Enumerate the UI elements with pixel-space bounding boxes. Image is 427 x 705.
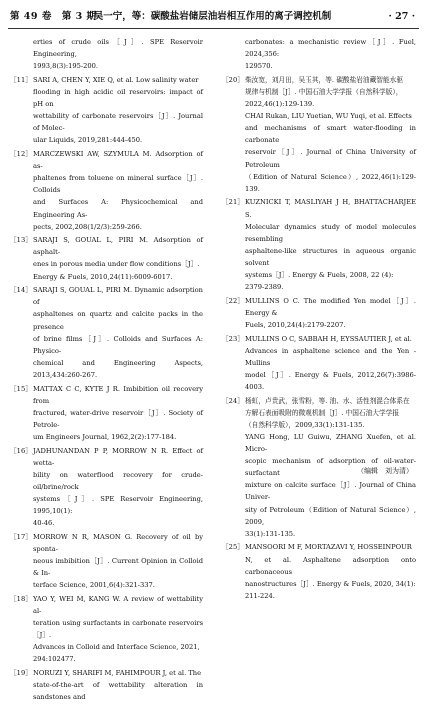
reference-entry (222, 295, 416, 331)
reference-number: ［24］ (222, 396, 244, 405)
reference-text (245, 295, 416, 331)
reference-line: SARAJI S, GOUAL L, PIRI M. Dynamic adsorption of (33, 286, 203, 307)
reference-text (33, 234, 203, 282)
reference-line: teration using surfactants in carbonate reservoirs［J］. (33, 619, 203, 640)
reference-line: MATTAX C C, KYTE J R. Imbibition oil recovery from (33, 384, 203, 405)
reference-line: systems［J］. SPE Reservoir Engineering, 1995,10(1): (33, 495, 203, 516)
reference-line: 211-224. (245, 591, 275, 600)
reference-line: sity of Petroleum（Edition of Natural Science）, 2009, (245, 505, 416, 526)
reference-line: 方解石表面吸附的微观机制［J］. 中国石油大学学报 (245, 408, 400, 417)
reference-line: JADHUNANDAN P P, MORROW N R. Effect of wetta- (33, 446, 203, 467)
page-number: · 27 · (388, 11, 415, 22)
reference-text (33, 531, 203, 591)
running-header (10, 8, 415, 26)
reference-line: mixture on calcite surface［J］. Journal of China Univer- (245, 481, 416, 502)
reference-number: ［13］ (10, 236, 32, 245)
reference-line: ular Liquids, 2019,281:444-450. (33, 136, 143, 145)
reference-line: nanostructures［J］. Energy & Fuels, 2020, 34(1): (245, 579, 416, 588)
reference-line: SARI A, CHEN Y, XIE Q, et al. Low salinity water (33, 75, 199, 84)
reference-text (33, 148, 203, 233)
reference-line: MORROW N R, MASON G. Recovery of oil by sponta- (33, 532, 203, 553)
reference-line: 柴汝宽，刘月田，吴玉其，等. 碳酸盐岩油藏智能水驱 (245, 75, 404, 84)
reference-entry (10, 36, 203, 72)
reference-text (33, 445, 203, 530)
reference-entry (10, 234, 203, 282)
reference-line: scopic mechanism of adsorption of oil-water-surfactant (245, 457, 416, 478)
reference-number: ［18］ (10, 594, 32, 603)
reference-line: asphaltene-like structures in aqueous organic solvent (245, 246, 416, 267)
reference-line: NORUZI Y, SHARIFI M, FAHIMPOUR J, et al. The (33, 669, 202, 678)
reference-entry (222, 74, 416, 195)
reference-line: 2022,46(1):129-139. (245, 100, 315, 109)
reference-line: MARCZEWSKI AW, SZYMULA M. Adsorption of as- (33, 150, 203, 171)
reference-text (245, 541, 416, 601)
running-title: 吴一宁，等：碳酸盐岩储层油岩相互作用的离子调控机制 (93, 11, 332, 22)
reference-line: 129570. (245, 62, 273, 71)
reference-number: ［19］ (10, 669, 32, 678)
reference-entry (10, 284, 203, 381)
reference-line: 33(1):131-135. (245, 529, 296, 538)
reference-text (33, 593, 203, 666)
reference-text (33, 284, 203, 381)
reference-entry (222, 36, 416, 72)
reference-line: erties of crude oils［J］. SPE Reservoir Engineering, (33, 38, 203, 59)
reference-number: ［22］ (222, 296, 244, 305)
reference-line: YAO Y, WEI M, KANG W. A review of wettability al- (33, 594, 203, 616)
reference-number: ［21］ (222, 198, 244, 207)
reference-number: ［25］ (222, 543, 244, 552)
references-right-column (222, 36, 416, 603)
reference-number: ［11］ (10, 75, 32, 84)
reference-number: ［15］ (10, 384, 32, 393)
reference-number: ［20］ (222, 75, 244, 84)
reference-entry (10, 148, 203, 233)
reference-line: model［J］. Energy & Fuels, 2012,26(7):3986-4003. (245, 370, 416, 391)
reference-line: carbonates: a mechanistic review［J］. Fuel, 2024,356: (245, 38, 416, 59)
reference-line: 1993,8(3):195-200. (33, 62, 99, 71)
reference-entry (10, 593, 203, 666)
reference-line: asphaltenes on quartz and calcite packs in the presence (33, 310, 203, 331)
reference-number: ［23］ (222, 334, 244, 343)
reference-line: pects, 2002,208(1/2/3):259-266. (33, 222, 142, 231)
reference-line: enes in porous media under flow conditions［J］. (33, 260, 200, 269)
editor-credit: （编辑 刘为清） (357, 467, 413, 475)
reference-number: ［14］ (10, 286, 32, 295)
reference-number: ［12］ (10, 150, 32, 159)
reference-line: um Engineers Journal, 1962,2(2):177-184. (33, 432, 177, 441)
reference-text (33, 667, 203, 703)
reference-text (33, 383, 203, 443)
reference-line: N, et al. Asphaltene adsorption onto carbonaceous (245, 555, 416, 576)
reference-line: YANG Hong, LU Guiwu, ZHANG Xuefen, et al. Micro- (245, 432, 416, 454)
reference-line: Advances in asphaltene science and the Yen - Mullins (245, 346, 416, 367)
reference-line: CHAI Rukan, LIU Yuetian, WU Yuqi, et al. Effects (245, 112, 412, 121)
reference-number: ［16］ (10, 446, 32, 455)
reference-line: Energy & Fuels, 2010,24(11):6009-6017. (33, 272, 173, 281)
reference-line: fractured, water-drive reservoir［J］. Society of Petrole- (33, 408, 203, 429)
reference-line: 杨虹，卢贵武，张雪粉，等. 油、水、活性剂混合体系在 (245, 396, 410, 405)
references-left-column (10, 36, 203, 705)
reference-line: MULLINS O C. The modified Yen model［J］. Energy & (245, 296, 416, 317)
reference-line: terface Science, 2001,6(4):321-337. (33, 581, 155, 590)
reference-line: 规律与机制［J］. 中国石油大学学报（自然科学版）， (245, 87, 403, 96)
reference-line: Molecular dynamics study of model molecules resembling (245, 222, 416, 243)
reference-line: neous imbibition［J］. Current Opinion in Colloid & In- (33, 557, 203, 578)
reference-entry (10, 383, 203, 443)
reference-line: chemical and Engineering Aspects, 2013,434:260-267. (33, 358, 203, 379)
reference-entry (10, 531, 203, 591)
reference-line: systems［J］. Energy & Fuels, 2008, 22 (4): (245, 270, 394, 279)
reference-text (245, 196, 416, 293)
reference-text (10, 36, 203, 72)
reference-entry (10, 445, 203, 530)
journal-volume-issue: 第 49 卷 第 3 期 (10, 11, 97, 22)
reference-line: flooding in high acidic oil reservoirs: impact of pH on (33, 87, 203, 109)
reference-line: KUZNICKI T, MASLIYAH J H, BHATTACHARJEE S. (245, 198, 416, 219)
reference-line: wettability of carbonate reservoirs［J］. Journal of Molec- (33, 112, 203, 133)
reference-line: and Surfaces A: Physicochemical and Engineering As- (33, 198, 203, 219)
reference-line: （Edition of Natural Science）, 2022,46(1):129-139. (245, 172, 416, 193)
reference-line: bility on waterflood recovery for crude-oil/brine/rock (33, 470, 203, 491)
reference-line: MULLINS O C, SABBAH H, EYSSAUTIER J, et al. (245, 334, 412, 343)
reference-number: ［17］ (10, 532, 32, 541)
reference-line: （自然科学版），2009,33(1):131-135. (245, 420, 365, 429)
reference-entry (222, 196, 416, 293)
reference-line: and mechanisms of smart water-flooding in carbonate (245, 124, 416, 145)
reference-entry (10, 74, 203, 147)
reference-entry (10, 667, 203, 703)
header-divider (8, 28, 419, 29)
reference-line: 2379-2389. (245, 283, 284, 292)
reference-line: Fuels, 2010,24(4):2179-2207. (245, 320, 346, 329)
reference-entry (222, 541, 416, 601)
reference-text (245, 333, 416, 393)
reference-line: reservoir［J］. Journal of China University of Petroleum (245, 148, 416, 169)
reference-text (222, 36, 416, 72)
reference-entry (222, 333, 416, 393)
reference-line: of brine films［J］. Colloids and Surfaces A: Physico- (33, 334, 203, 355)
reference-line: state-of-the-art of wettability alteration in sandstones and (33, 681, 203, 702)
reference-text (245, 74, 416, 195)
reference-line: MANSOORI M F, MORTAZAVI Y, HOSSEINPOUR (245, 543, 412, 552)
reference-line: phaltenes from toluene on mineral surface［J］. Colloids (33, 174, 203, 195)
reference-line: 294:102477. (33, 655, 76, 664)
reference-line: 40-46. (33, 519, 55, 528)
reference-text (33, 74, 203, 147)
reference-line: SARAJI S, GOUAL L, PIRI M. Adsorption of asphalt- (33, 236, 203, 257)
reference-line: Advances in Colloid and Interface Science, 2021, (33, 643, 200, 652)
